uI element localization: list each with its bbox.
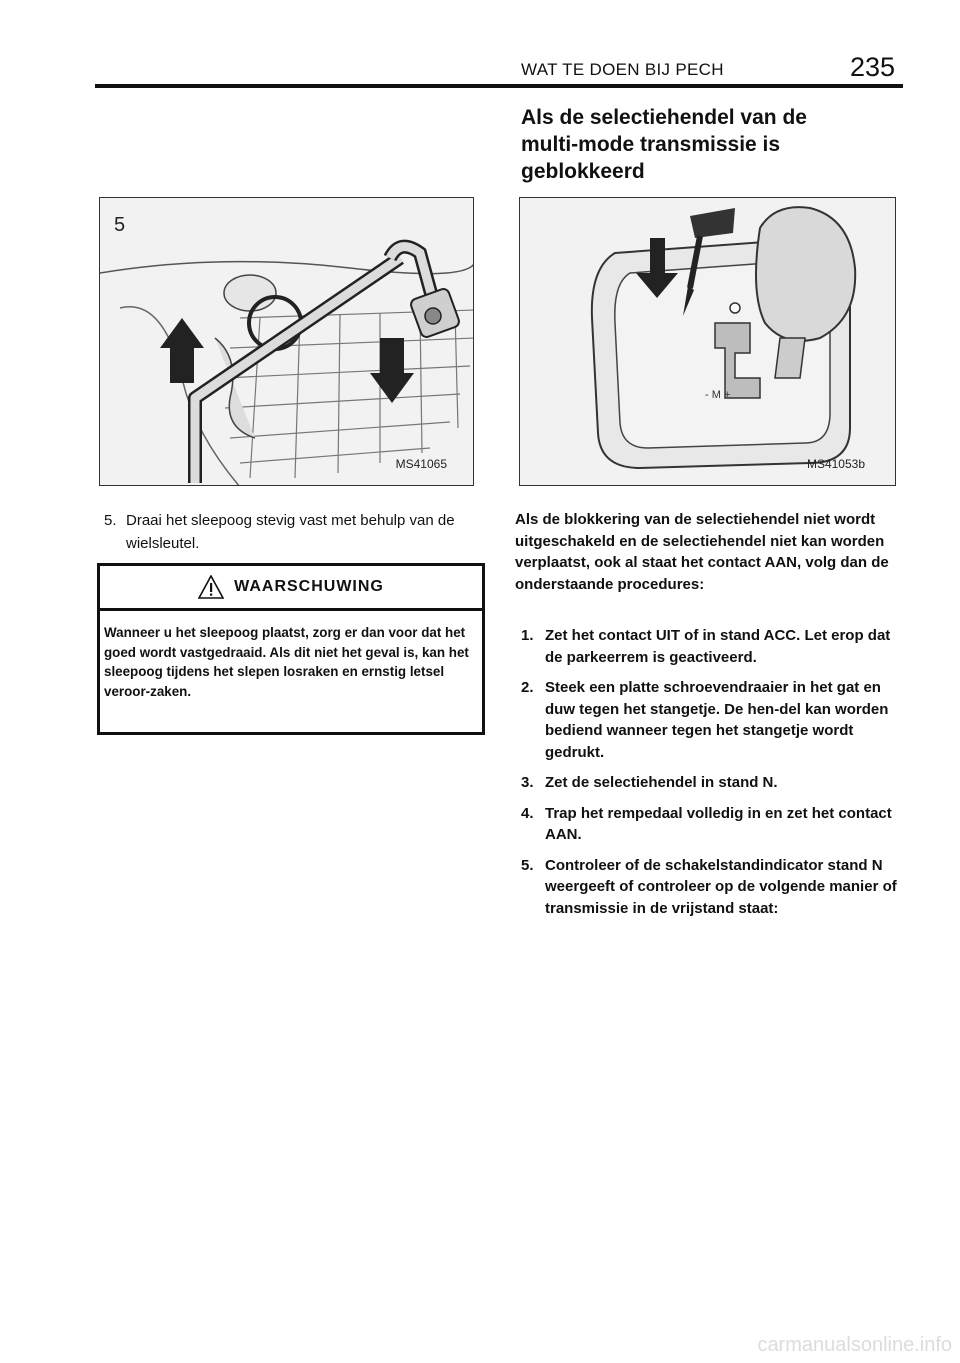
procedure-steps — [515, 625, 905, 928]
step-number: 5. — [521, 856, 534, 874]
step-text: Zet de selectiehendel in stand N. — [545, 774, 778, 791]
step-number: 4. — [521, 804, 534, 822]
procedure-step — [515, 772, 905, 794]
figure-code: MS41053b — [806, 457, 865, 471]
warning-title: WAARSCHUWING — [234, 578, 384, 595]
watermark: carmanualsonline.info — [757, 1334, 952, 1356]
warning-header — [100, 566, 482, 611]
procedure-intro: Als de blokkering van de selectiehendel niet wordt uitgeschakeld en de selectiehendel niet kan worden verplaatst, ook al staat het contact AAN, volg dan de onderstaande procedures: — [515, 511, 889, 593]
warning-box — [97, 563, 485, 735]
figure-step-number: 5 — [114, 214, 126, 236]
step-text: Steek een platte schroevendraaier in het gat en duw tegen het stangetje. De hen-del kan worden bediend wanneer tegen het stangetje wordt gedrukt. — [545, 679, 889, 761]
procedure-step — [515, 677, 905, 763]
step-text: Draai het sleepoog stevig vast met behulp van de wielsleutel. — [126, 512, 455, 552]
step-number: 1. — [521, 627, 534, 644]
warning-text: Wanneer u het sleepoog plaatst, zorg er dan voor dat het goed wordt vastgedraaid. Als dit niet het geval is, kan het sleepoog tijdens het slepen losraken en ernstig letsel veroor-zaken. — [104, 625, 469, 699]
shift-lever-drawing — [520, 198, 896, 486]
step-number: 2. — [521, 679, 534, 696]
svg-text:- M +: - M + — [705, 389, 731, 401]
running-header: WAT TE DOEN BIJ PECH — [521, 60, 724, 79]
procedure-step — [515, 803, 905, 846]
step-5-left — [104, 509, 484, 555]
procedure-step — [515, 855, 905, 920]
step-number: 3. — [521, 774, 534, 791]
step-number: 5. — [104, 512, 117, 529]
tow-hook-drawing — [100, 198, 474, 486]
page-number: 235 — [850, 52, 896, 82]
procedure-step — [515, 625, 905, 668]
step-text: Zet het contact UIT of in stand ACC. Let erop dat de parkeerrem is geactiveerd. — [545, 627, 891, 666]
header-rule — [95, 84, 903, 88]
section-title: Als de selectiehendel van de multi-mode transmissie is geblokkeerd — [521, 106, 807, 183]
tow-hook-illustration — [99, 197, 474, 486]
step-text: Controleer of de schakelstandindicator stand N weergeeft of controleer op de volgende manier of transmissie in de vrijstand staat: — [545, 856, 897, 917]
step-text: Trap het rempedaal volledig in en zet het contact AAN. — [545, 804, 892, 843]
warning-triangle-icon — [198, 575, 224, 599]
figure-code: MS41065 — [395, 457, 447, 471]
shift-lever-illustration — [519, 197, 896, 486]
